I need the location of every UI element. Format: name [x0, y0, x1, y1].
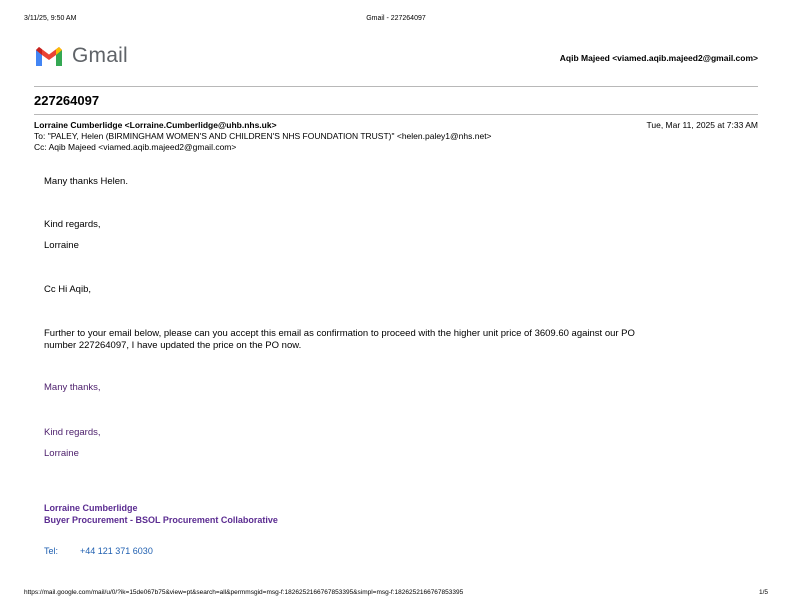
email-subject: 227264097	[34, 93, 100, 108]
signature-role: Buyer Procurement - BSOL Procurement Collaborative	[44, 515, 278, 525]
gmail-m-icon	[34, 44, 64, 68]
body-line: Cc Hi Aqib,	[44, 284, 91, 295]
divider	[34, 114, 758, 115]
gmail-wordmark: Gmail	[72, 44, 128, 67]
sender: Lorraine Cumberlidge <Lorraine.Cumberlidge@uhb.nhs.uk>	[34, 120, 277, 130]
body-line: Lorraine	[44, 240, 79, 251]
email-date: Tue, Mar 11, 2025 at 7:33 AM	[646, 120, 758, 130]
print-title: Gmail - 227264097	[366, 15, 426, 22]
email-cc: Cc: Aqib Majeed <viamed.aqib.majeed2@gmail.com>	[34, 142, 237, 152]
body-line: Further to your email below, please can you accept this email as confirmation to proceed with the higher unit price of 3609.60 against our PO	[44, 328, 635, 339]
body-line: Kind regards,	[44, 427, 101, 438]
gmail-logo	[34, 44, 128, 68]
account-email: Aqib Majeed <viamed.aqib.majeed2@gmail.com>	[559, 53, 758, 63]
signature-tel	[44, 545, 748, 558]
gmail-header	[34, 44, 758, 72]
page-number: 1/5	[758, 589, 768, 596]
email-from-row	[34, 120, 758, 131]
body-line: Many thanks,	[44, 382, 101, 393]
print-datetime: 3/11/25, 9:50 AM	[24, 15, 77, 22]
body-line: Lorraine	[44, 448, 79, 459]
print-url: https://mail.google.com/mail/u/0/?ik=15de067b75&view=pt&search=all&permmsgid=msg-f:1826252166767853395&simpl=msg-f:1826252166767853395	[24, 589, 464, 596]
tel-label: Tel:	[44, 546, 59, 556]
body-line: Many thanks Helen.	[44, 176, 128, 187]
signature-name: Lorraine Cumberlidge	[44, 503, 138, 513]
divider	[34, 86, 758, 87]
print-header	[24, 15, 768, 25]
email-to: To: "PALEY, Helen (BIRMINGHAM WOMEN'S AND CHILDREN'S NHS FOUNDATION TRUST)" <helen.paley1@nhs.net>	[34, 131, 492, 141]
body-line: number 227264097, I have updated the price on the PO now.	[44, 340, 302, 351]
tel-number[interactable]: +44 121 371 6030	[80, 546, 153, 556]
body-line: Kind regards,	[44, 219, 101, 230]
